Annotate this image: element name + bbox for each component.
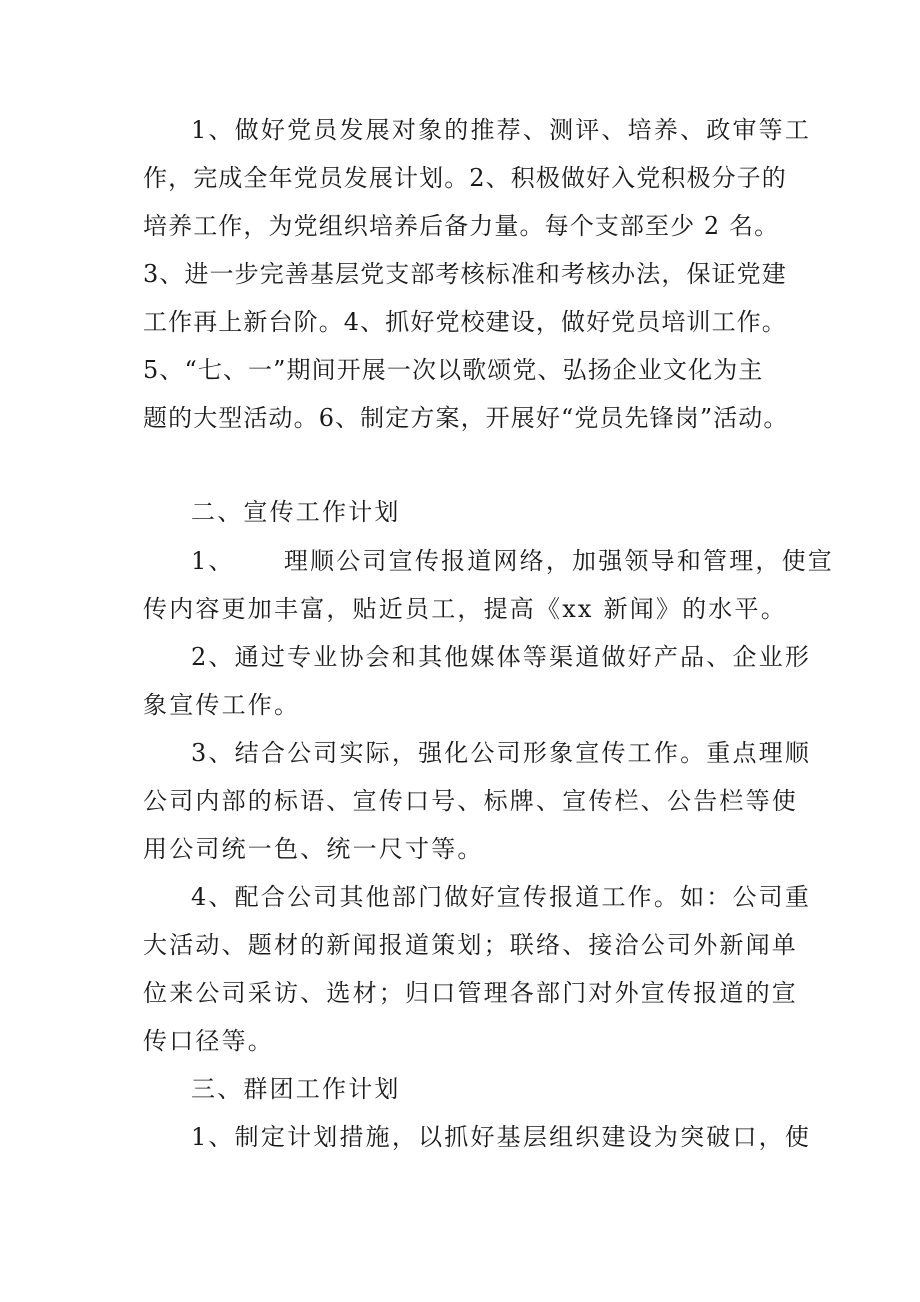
paragraph-line: 位来公司采访、选材；归口管理各部门对外宣传报道的宣	[143, 979, 798, 1007]
paragraph-line: 工作再上新台阶。4、抓好党校建设，做好党员培训工作。	[143, 308, 787, 336]
paragraph-line: 培养工作，为党组织培养后备力量。每个支部至少 2 名。	[143, 212, 780, 240]
paragraph-line: 传内容更加丰富，贴近员工，提高《xx 新闻》的水平。	[143, 595, 787, 623]
paragraph-line: 3、结合公司实际，强化公司形象宣传工作。重点理顺	[191, 739, 812, 767]
section-heading-group: 三、群团工作计划	[191, 1075, 401, 1103]
paragraph-line: 1、 理顺公司宣传报道网络，加强领导和管理，使宣	[191, 547, 835, 575]
paragraph-line: 1、制定计划措施，以抓好基层组织建设为突破口，使	[191, 1123, 812, 1151]
paragraph-line: 象宣传工作。	[143, 691, 301, 719]
paragraph-line: 作，完成全年党员发展计划。2、积极做好入党积极分子的	[143, 164, 787, 192]
paragraph-line: 5、“七、一”期间开展一次以歌颂党、弘扬企业文化为主	[143, 356, 764, 384]
paragraph-line: 4、配合公司其他部门做好宣传报道工作。如：公司重	[191, 883, 812, 911]
paragraph-line: 公司内部的标语、宣传口号、标牌、宣传栏、公告栏等使	[143, 787, 798, 815]
paragraph-line: 1、做好党员发展对象的推荐、测评、培养、政审等工	[191, 116, 812, 144]
paragraph-line: 2、通过专业协会和其他媒体等渠道做好产品、企业形	[191, 643, 812, 671]
paragraph-line: 传口径等。	[143, 1027, 274, 1055]
paragraph-line: 大活动、题材的新闻报道策划；联络、接洽公司外新闻单	[143, 931, 798, 959]
paragraph-line: 用公司统一色、统一尺寸等。	[143, 835, 484, 863]
section-heading-publicity: 二、宣传工作计划	[191, 498, 401, 526]
paragraph-line: 题的大型活动。6、制定方案，开展好“党员先锋岗”活动。	[143, 404, 789, 432]
paragraph-line: 3、进一步完善基层党支部考核标准和考核办法，保证党建	[143, 260, 787, 288]
